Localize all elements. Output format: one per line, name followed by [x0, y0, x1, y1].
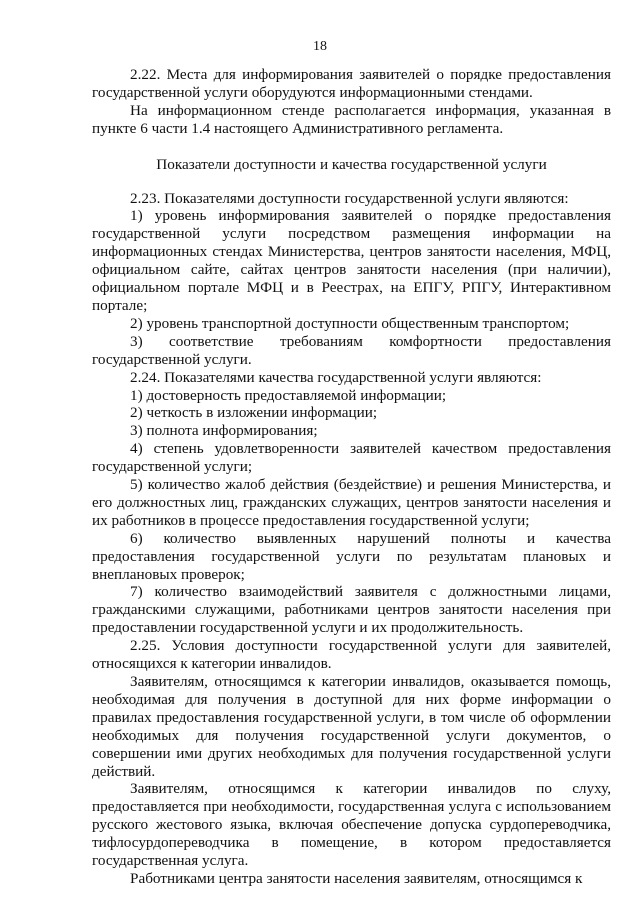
- list-item: 5) количество жалоб действия (бездействие) и решения Министерства, и его должностных лиц, гражданских служащих, центров занятости населения и их работников в процессе предоставления государственной услуги;: [92, 476, 611, 529]
- list-item: 4) степень удовлетворенности заявителей качеством предоставления государственной услуги;: [92, 440, 611, 476]
- paragraph-hearing-impaired: Заявителям, относящимся к категории инвалидов по слуху, предоставляется при необходимости, государственная услуга с использованием русского жестового языка, включая обеспечение допуска сурдопереводчика, тифлосурдопереводчика в помещение, в котором предоставляется государственная услуга.: [92, 780, 611, 870]
- paragraph-2-22: 2.22. Места для информирования заявителей о порядке предоставления государственной услуги оборудуются информационными стендами.: [92, 66, 611, 101]
- list-item: 2) уровень транспортной доступности общественным транспортом;: [130, 314, 570, 332]
- section-heading: Показатели доступности и качества государственной услуги: [156, 155, 547, 173]
- paragraph-employment-center: Работниками центра занятости населения заявителям, относящимся к: [130, 869, 583, 887]
- list-item: 1) достоверность предоставляемой информации;: [130, 386, 447, 404]
- list-item: 7) количество взаимодействий заявителя с должностными лицами, гражданскими служащими, работниками центров занятости населения при предоставлении государственной услуги и их продолжительность.: [92, 583, 611, 637]
- list-item: 2) четкость в изложении информации;: [130, 404, 378, 422]
- page-number: 18: [313, 39, 327, 54]
- list-item: 1) уровень информирования заявителей о порядке предоставления государственной услуги посредством размещения информации на информационных стендах Министерства, центров занятости населения, МФЦ, официальном сайте, сайтах центров занятости населения (при наличии), официальном портале МФЦ и в Реестрах, на ЕПГУ, РПГУ, Интерактивном портале;: [92, 207, 611, 314]
- document-body: [92, 66, 611, 888]
- paragraph-disabled-assistance: Заявителям, относящимся к категории инвалидов, оказывается помощь, необходимая для получения в доступной для них форме информации о правилах предоставления государственной услуги, в том числе об оформлении необходимых для получения государственной услуги документов, о совершении ими других необходимых для получения государственной услуги действий.: [92, 673, 611, 780]
- list-item: 6) количество выявленных нарушений полноты и качества предоставления государственной услуги по результатам плановых и внеплановых проверок;: [92, 529, 611, 583]
- paragraph-2-24: 2.24. Показателями качества государственной услуги являются:: [130, 368, 542, 386]
- paragraph-2-23: 2.23. Показателями доступности государственной услуги являются:: [130, 189, 569, 207]
- list-item: 3) полнота информирования;: [130, 422, 318, 440]
- list-item: 3) соответствие требованиям комфортности предоставления государственной услуги.: [92, 332, 611, 368]
- paragraph-info-stand: На информационном стенде располагается информация, указанная в пункте 6 части 1.4 настоящего Административного регламента.: [92, 101, 611, 137]
- paragraph-2-25: 2.25. Условия доступности государственной услуги для заявителей, относящихся к категории инвалидов.: [92, 637, 611, 673]
